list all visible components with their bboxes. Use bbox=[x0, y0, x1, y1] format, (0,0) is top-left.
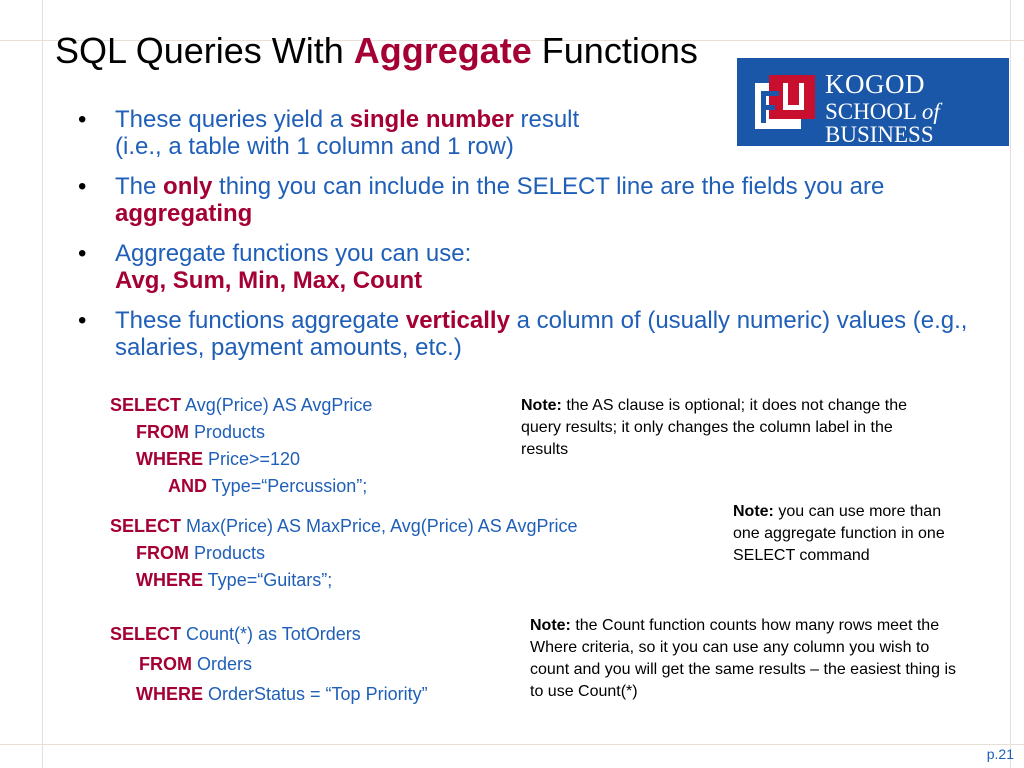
note-text: the Count function counts how many rows meet the Where criteria, so it you can use any column you wish to count and you will get the same results – the easiest thing is to use Count(*) bbox=[530, 617, 957, 700]
sql-keyword: AND bbox=[168, 476, 207, 496]
sql-line bbox=[110, 419, 372, 446]
note-label: Note: bbox=[733, 503, 774, 520]
sql-text: Avg(Price) AS AvgPrice bbox=[181, 395, 373, 415]
logo-line-kogod: KOGOD bbox=[825, 69, 925, 99]
logo-line-location: WASHINGTON, DC bbox=[825, 149, 1003, 159]
sql-text: Count(*) as TotOrders bbox=[181, 624, 361, 644]
bullet-emphasis: single number bbox=[349, 106, 514, 133]
logo-business-text: BUSINESS bbox=[825, 122, 934, 147]
bullet-list bbox=[78, 106, 978, 374]
sql-line bbox=[110, 540, 577, 567]
sql-text: Type=“Percussion”; bbox=[207, 476, 368, 496]
bullet-item: • The only thing you can include in the SELECT line are the fields you are aggregating bbox=[78, 173, 978, 227]
sql-line bbox=[110, 567, 577, 594]
sql-line bbox=[110, 473, 372, 500]
title-text: SQL Queries With bbox=[55, 30, 354, 71]
sql-text: Type=“Guitars”; bbox=[203, 570, 333, 590]
note-as-clause bbox=[521, 395, 931, 461]
sql-query-avg bbox=[110, 392, 372, 500]
sql-keyword: WHERE bbox=[136, 449, 203, 469]
grid-line-horizontal bbox=[0, 744, 1024, 745]
bullet-item: • Aggregate functions you can use: Avg, Sum, Min, Max, Count bbox=[78, 240, 978, 294]
sql-text: Products bbox=[189, 543, 266, 563]
sql-keyword: FROM bbox=[136, 543, 189, 563]
sql-keyword: WHERE bbox=[136, 570, 203, 590]
sql-line bbox=[110, 649, 428, 679]
sql-query-count bbox=[110, 619, 428, 709]
logo-school-text: SCHOOL bbox=[825, 99, 922, 124]
note-text: the AS clause is optional; it does not change the query results; it only changes the column label in the results bbox=[521, 397, 908, 458]
sql-line bbox=[110, 619, 428, 649]
sql-keyword: SELECT bbox=[110, 395, 182, 415]
sql-text: Products bbox=[189, 422, 266, 442]
bullet-item: • These functions aggregate vertically a column of (usually numeric) values (e.g., salaries, payment amounts, etc.) bbox=[78, 307, 978, 361]
sql-text: Price>=120 bbox=[203, 449, 301, 469]
note-multiple-aggregates bbox=[733, 501, 963, 567]
page-number: p.21 bbox=[986, 746, 1014, 762]
sql-text: Orders bbox=[192, 654, 253, 674]
sql-keyword: FROM bbox=[136, 422, 189, 442]
note-label: Note: bbox=[521, 397, 562, 414]
bullet-emphasis: aggregating bbox=[115, 200, 253, 227]
logo-of-text: of bbox=[921, 99, 940, 124]
title-emphasis: Aggregate bbox=[353, 30, 532, 71]
note-label: Note: bbox=[530, 617, 571, 634]
bullet-emphasis: Avg, Sum, Min, Max, Count bbox=[115, 267, 423, 294]
sql-query-max-avg bbox=[110, 513, 577, 594]
note-count-function bbox=[530, 615, 962, 703]
grid-line-vertical bbox=[1010, 0, 1011, 768]
sql-text: Max(Price) AS MaxPrice, Avg(Price) AS AvgPrice bbox=[181, 516, 578, 536]
slide-title bbox=[55, 30, 698, 72]
sql-text: OrderStatus = “Top Priority” bbox=[203, 684, 428, 704]
sql-keyword: WHERE bbox=[136, 684, 203, 704]
sql-keyword: FROM bbox=[139, 654, 192, 674]
bullet-emphasis: vertically bbox=[405, 307, 510, 334]
sql-keyword: SELECT bbox=[110, 624, 182, 644]
sql-line bbox=[110, 446, 372, 473]
title-text: Functions bbox=[531, 30, 698, 71]
grid-line-vertical bbox=[42, 0, 43, 768]
note-text: you can use more than one aggregate function in one SELECT command bbox=[733, 503, 945, 564]
sql-keyword: SELECT bbox=[110, 516, 182, 536]
sql-line bbox=[110, 392, 372, 419]
sql-line bbox=[110, 679, 428, 709]
bullet-item: • These queries yield a single number result (i.e., a table with 1 column and 1 row) bbox=[78, 106, 978, 160]
bullet-emphasis: only bbox=[163, 173, 213, 200]
sql-line bbox=[110, 513, 577, 540]
